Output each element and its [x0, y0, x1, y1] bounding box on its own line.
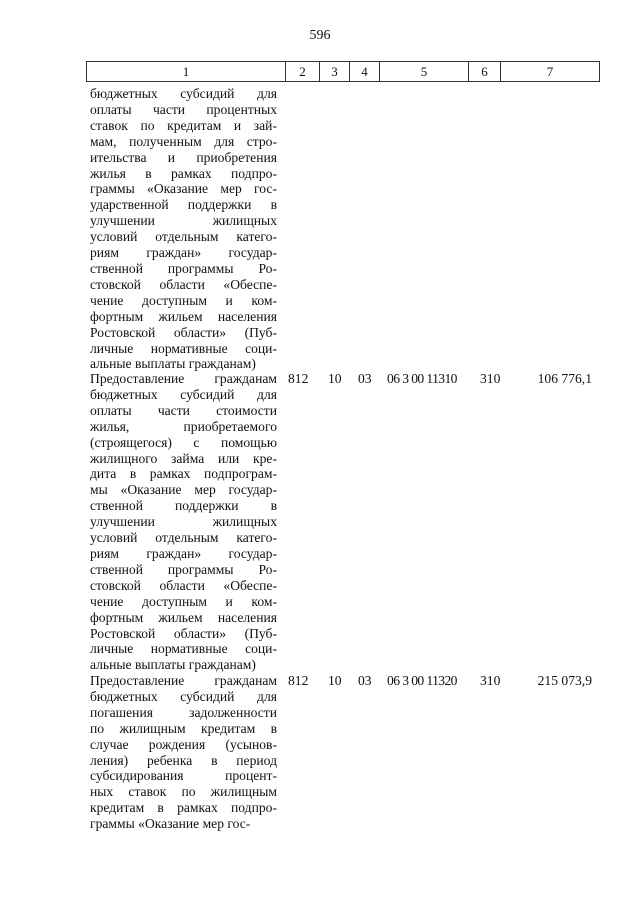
header-col-5: 5 — [380, 62, 469, 81]
description-line: улучшении жилищных — [90, 213, 277, 229]
row-description — [90, 86, 277, 372]
description-line: субсидирования процент- — [90, 768, 277, 784]
description-line: жилья, приобретаемого — [90, 418, 277, 434]
row-amount: 106 776,1 — [537, 371, 592, 386]
header-col-2: 2 — [286, 62, 320, 81]
description-line: чение доступным и ком- — [90, 593, 277, 609]
description-line: Предоставление гражданам — [90, 673, 277, 688]
description-line: оплаты части стоимости — [90, 402, 277, 418]
description-line: стовской области «Обеспе- — [90, 577, 277, 593]
description-line: граммы «Оказание мер гос- — [90, 816, 251, 832]
page-number: 596 — [309, 28, 331, 43]
header-col-3: 3 — [320, 62, 350, 81]
description-line: оплаты части процентных — [90, 101, 277, 117]
description-line: ления) ребенка в период — [90, 752, 277, 768]
description-line: риям граждан» государ- — [90, 545, 277, 561]
row-description — [90, 371, 277, 673]
description-line: стовской области «Обеспе- — [90, 276, 277, 292]
description-line: ственной поддержки в — [90, 498, 277, 514]
description-line: Предоставление гражданам — [90, 371, 277, 386]
description-line: чение доступным и ком- — [90, 292, 277, 308]
description-line: ударственной поддержки в — [90, 197, 277, 213]
description-line: случае рождения (усынов- — [90, 736, 277, 752]
description-line: ных ставок по жилищным — [90, 784, 277, 800]
description-line: личные нормативные соци- — [90, 340, 277, 356]
description-line: (строящегося) с помощью — [90, 434, 277, 450]
description-line: жилищного займа или кре- — [90, 450, 277, 466]
row-section: 10 — [328, 673, 342, 688]
row-section: 10 — [328, 371, 342, 386]
row-admin-code: 812 — [288, 371, 309, 386]
description-line: личные нормативные соци- — [90, 641, 277, 657]
description-line: ставок по кредитам и зай- — [90, 117, 277, 133]
description-line: мам, полученным для стро- — [90, 133, 277, 149]
description-line: по жилищным кредитам в — [90, 720, 277, 736]
header-col-7: 7 — [546, 64, 554, 79]
description-line: бюджетных субсидий для — [90, 86, 277, 101]
header-col-6: 6 — [469, 62, 501, 81]
row-subsection: 03 — [358, 673, 372, 688]
row-expense-type: 310 — [480, 371, 501, 386]
row-target-article: 06 3 00 11310 — [387, 371, 457, 386]
description-line: жилья в рамках подпро- — [90, 165, 277, 181]
table-header — [86, 61, 600, 82]
description-line: альные выплаты гражданам) — [90, 356, 256, 372]
description-line: риям граждан» государ- — [90, 245, 277, 261]
description-line: граммы «Оказание мер гос- — [90, 181, 277, 197]
description-line: условий отдельным катего- — [90, 530, 277, 546]
row-amount: 215 073,9 — [537, 673, 592, 688]
description-line: Ростовской области» (Пуб- — [90, 625, 277, 641]
row-expense-type: 310 — [480, 673, 501, 688]
row-description — [90, 673, 277, 832]
header-col-1: 1 — [87, 62, 286, 81]
description-line: бюджетных субсидий для — [90, 688, 277, 704]
description-line: улучшении жилищных — [90, 514, 277, 530]
description-line: условий отдельным катего- — [90, 229, 277, 245]
description-line: дита в рамках подпрограм- — [90, 466, 277, 482]
description-line: фортным жильем населения — [90, 609, 277, 625]
description-line: кредитам в рамках подпро- — [90, 800, 277, 816]
header-col-4: 4 — [350, 62, 380, 81]
row-subsection: 03 — [358, 371, 372, 386]
description-line: ственной программы Ро- — [90, 561, 277, 577]
row-target-article: 06 3 00 11320 — [387, 673, 457, 688]
description-line: ственной программы Ро- — [90, 260, 277, 276]
row-admin-code: 812 — [288, 673, 309, 688]
description-line: погашения задолженности — [90, 704, 277, 720]
description-line: ительства и приобретения — [90, 149, 277, 165]
description-line: альные выплаты гражданам) — [90, 657, 256, 673]
description-line: Ростовской области» (Пуб- — [90, 324, 277, 340]
description-line: бюджетных субсидий для — [90, 386, 277, 402]
description-line: мы «Оказание мер государ- — [90, 482, 277, 498]
description-line: фортным жильем населения — [90, 308, 277, 324]
